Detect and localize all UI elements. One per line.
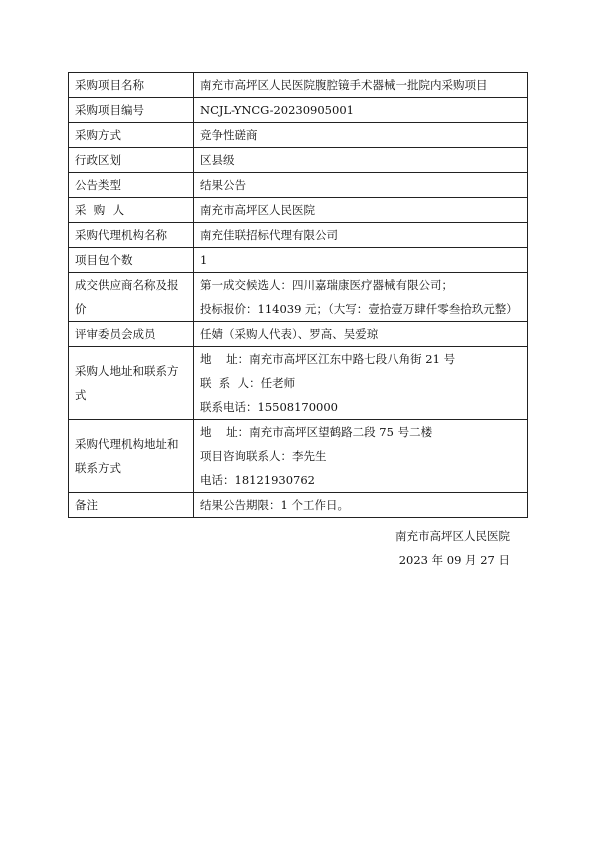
row-value <box>194 173 528 198</box>
row-label: 行政区划 <box>69 148 194 173</box>
row-value <box>194 198 528 223</box>
value-line: 结果公告 <box>200 178 246 192</box>
row-value <box>194 248 528 273</box>
announcement-table <box>68 72 528 518</box>
row-label: 采购项目名称 <box>69 73 194 98</box>
row-value <box>194 322 528 347</box>
table-row <box>69 322 528 347</box>
value-line: 区县级 <box>200 153 235 167</box>
row-label: 成交供应商名称及报价 <box>69 273 194 322</box>
signature-date: 2023 年 09 月 27 日 <box>398 553 510 567</box>
table-row <box>69 223 528 248</box>
value-line: 联系电话：15508170000 <box>200 400 338 414</box>
value-line: 第一成交候选人：四川嘉瑞康医疗器械有限公司； <box>200 278 453 292</box>
value-line: 联 系 人：任老师 <box>200 376 296 390</box>
row-value <box>194 420 528 493</box>
row-value <box>194 223 528 248</box>
row-label: 采购人地址和联系方式 <box>69 347 194 420</box>
table-row <box>69 148 528 173</box>
value-line: 1 <box>200 253 208 267</box>
value-line: 南充市高坪区人民医院 <box>200 203 315 217</box>
row-value <box>194 493 528 518</box>
row-value <box>194 347 528 420</box>
row-value <box>194 73 528 98</box>
value-line: 项目咨询联系人：李先生 <box>200 449 327 463</box>
row-label: 项目包个数 <box>69 248 194 273</box>
table-row <box>69 98 528 123</box>
row-value <box>194 148 528 173</box>
row-value <box>194 98 528 123</box>
table-row <box>69 73 528 98</box>
value-line: 投标报价：114039 元；（大写：壹拾壹万肆仟零叁拾玖元整） <box>200 302 518 316</box>
row-label: 公告类型 <box>69 173 194 198</box>
table-row <box>69 123 528 148</box>
table-row <box>69 273 528 322</box>
table-row <box>69 420 528 493</box>
table-row <box>69 173 528 198</box>
value-line: 南充市高坪区人民医院腹腔镜手术器械一批院内采购项目 <box>200 78 488 92</box>
value-line: 地 址：南充市高坪区江东中路七段八角街 21 号 <box>200 352 456 366</box>
table-row <box>69 198 528 223</box>
value-line: 电话：18121930762 <box>200 473 315 487</box>
row-value <box>194 273 528 322</box>
row-label: 采购代理机构地址和联系方式 <box>69 420 194 493</box>
value-line: 竞争性磋商 <box>200 128 258 142</box>
row-label: 评审委员会成员 <box>69 322 194 347</box>
table-row <box>69 347 528 420</box>
value-line: 结果公告期限：1 个工作日。 <box>200 498 349 512</box>
row-label: 采购代理机构名称 <box>69 223 194 248</box>
value-line: NCJL-YNCG-20230905001 <box>200 103 354 117</box>
row-value <box>194 123 528 148</box>
value-line: 南充佳联招标代理有限公司 <box>200 228 338 242</box>
table-row <box>69 493 528 518</box>
row-label: 采 购 人 <box>69 198 194 223</box>
row-label: 采购项目编号 <box>69 98 194 123</box>
value-line: 任婧（采购人代表）、罗高、吴爱琼 <box>200 327 379 341</box>
table-row <box>69 248 528 273</box>
row-label: 备注 <box>69 493 194 518</box>
value-line: 地 址：南充市高坪区望鹤路二段 75 号二楼 <box>200 425 433 439</box>
row-label: 采购方式 <box>69 123 194 148</box>
signature-org: 南充市高坪区人民医院 <box>395 529 510 543</box>
